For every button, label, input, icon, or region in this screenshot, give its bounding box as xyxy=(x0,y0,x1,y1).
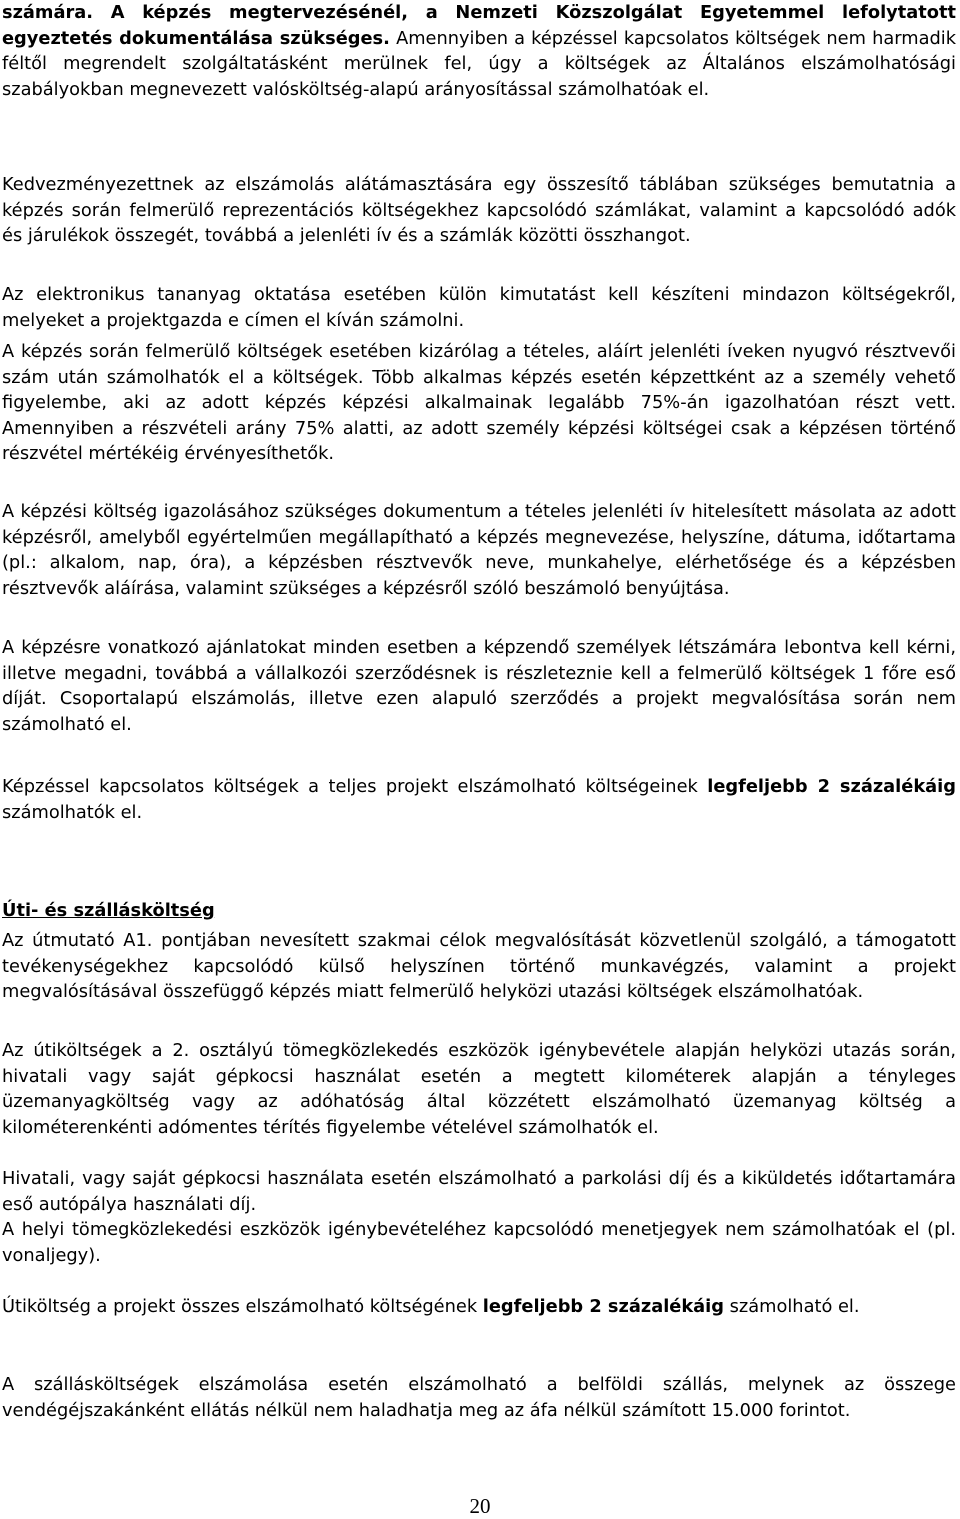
training-limit-text: Képzéssel kapcsolatos költségek a teljes projekt elszámolható költségeinek xyxy=(2,776,708,797)
travel-paragraph-scope: Az útmutató A1. pontjában nevesített szakmai célok megvalósítását közvetlenül szolgáló, a támogatott tevékenységekhez kapcsolódó külső helyszínen történő munkavégzés, valamint a projekt megvalósításával összefüggő képzés miatt felmerülő helyközi utazási költségek elszámolhatóak. xyxy=(2,930,956,1003)
paragraph-attendance: A képzés során felmerülő költségek esetében kizárólag a tételes, aláírt jelenléti íveken nyugvó résztvevői szám után számolhatók el a költségek. Több alkalmas képzés esetén képzettként az a személy vehető figyelembe, aki az adott képzés képzési alkalmainak legalább 75%-án igazolhatóan részt vett. Amennyiben a részvételi arány 75% alatti, az adott személy képzési költségei csak a képzésen történő részvétel mértékéig érvényesíthetők. xyxy=(2,341,956,465)
travel-paragraph-parking: Hivatali, vagy saját gépkocsi használata esetén elszámolható a parkolási díj és a kiküldetés időtartamára eső autópálya használati díj. xyxy=(2,1168,956,1215)
intro-paragraph xyxy=(2,0,956,102)
travel-limit-end: számolható el. xyxy=(724,1296,860,1317)
page-number: 20 xyxy=(469,1494,491,1518)
travel-heading-text: Úti- és szállásköltség xyxy=(2,900,215,921)
paragraph-elearning: Az elektronikus tananyag oktatása esetében külön kimutatást kell készíteni mindazon költségekről, melyeket a projektgazda e címen el kíván számolni. xyxy=(2,284,956,331)
paragraph-documentation: A képzési költség igazolásához szükséges dokumentum a tételes jelenléti ív hitelesített másolata az adott képzésről, amelyből egyértelműen megállapítható a képzés megnevezése, helyszíne, dátuma, időtartama (pl.: alkalom, nap, óra), a képzésben résztvevők neve, munkahelye, elérhetősége és a képzésben résztvevők aláírása, valamint szükséges a képzésről szóló beszámoló benyújtása. xyxy=(2,501,956,599)
accommodation-paragraph: A szállásköltségek elszámolása esetén elszámolható a belföldi szállás, melynek az összege vendégéjszakánként ellátás nélkül nem haladhatja meg az áfa nélkül számított 15.000 forintot. xyxy=(2,1374,956,1421)
training-limit-paragraph xyxy=(2,774,956,825)
training-limit-end: számolhatók el. xyxy=(2,801,143,823)
intro-text: Amennyiben a képzéssel kapcsolatos költségek nem harmadik féltől megrendelt szolgáltatásként merülnek fel, úgy a költségek az Általános elszámolhatósági szabályokban megnevezett valósköltség-alapú arányosítással számolhatóak el. xyxy=(2,27,956,100)
paragraph-offers: A képzésre vonatkozó ajánlatokat minden esetben a képzendő személyek létszámára lebontva kell kérni, illetve megadni, továbbá a vállalkozói szerződésnek is részleteznie kell a felmerülő költségek 1 főre eső díját. Csoportalapú elszámolás, illetve ezen alapuló szerződés a projekt megvalósítása során nem számolható el. xyxy=(2,637,956,735)
travel-limit-text: Útiköltség a projekt összes elszámolható költségének xyxy=(2,1296,483,1317)
travel-limit-bold: legfeljebb 2 százalékáig xyxy=(482,1296,725,1317)
paragraph-summary-table: Kedvezményezettnek az elszámolás alátámasztására egy összesítő táblában szükséges bemutatnia a képzés során felmerülő reprezentációs költségekhez kapcsolódó számlákat, valamint a kapcsolódó adók és járulékok összegét, továbbá a jelenléti ív és a számlák közötti összhangot. xyxy=(2,174,956,247)
training-limit-bold: legfeljebb 2 százalékáig xyxy=(707,776,956,797)
travel-paragraph-costs: Az útiköltségek a 2. osztályú tömegközlekedés eszközök igénybevétele alapján helyközi utazás során, hivatali vagy saját gépkocsi használat esetén a megtett kilométerek alapján a tényleges üzemanyagköltség vagy az adóhatóság által közzétett elszámolható üzemanyag költség a kilométerenkénti adómentes térítés figyelembe vételével számolhatók el. xyxy=(2,1040,956,1138)
section-heading-travel xyxy=(2,898,956,924)
intro-bold-text: számára. A képzés megtervezésénél, a Nemzeti Közszolgálat Egyetemmel lefolytatott egyeztetés dokumentálása szükséges. xyxy=(2,2,956,49)
travel-limit-paragraph xyxy=(2,1294,956,1320)
travel-paragraph-local: A helyi tömegközlekedési eszközök igénybevételéhez kapcsolódó menetjegyek nem számolhatóak el (pl. vonaljegy). xyxy=(2,1219,956,1266)
